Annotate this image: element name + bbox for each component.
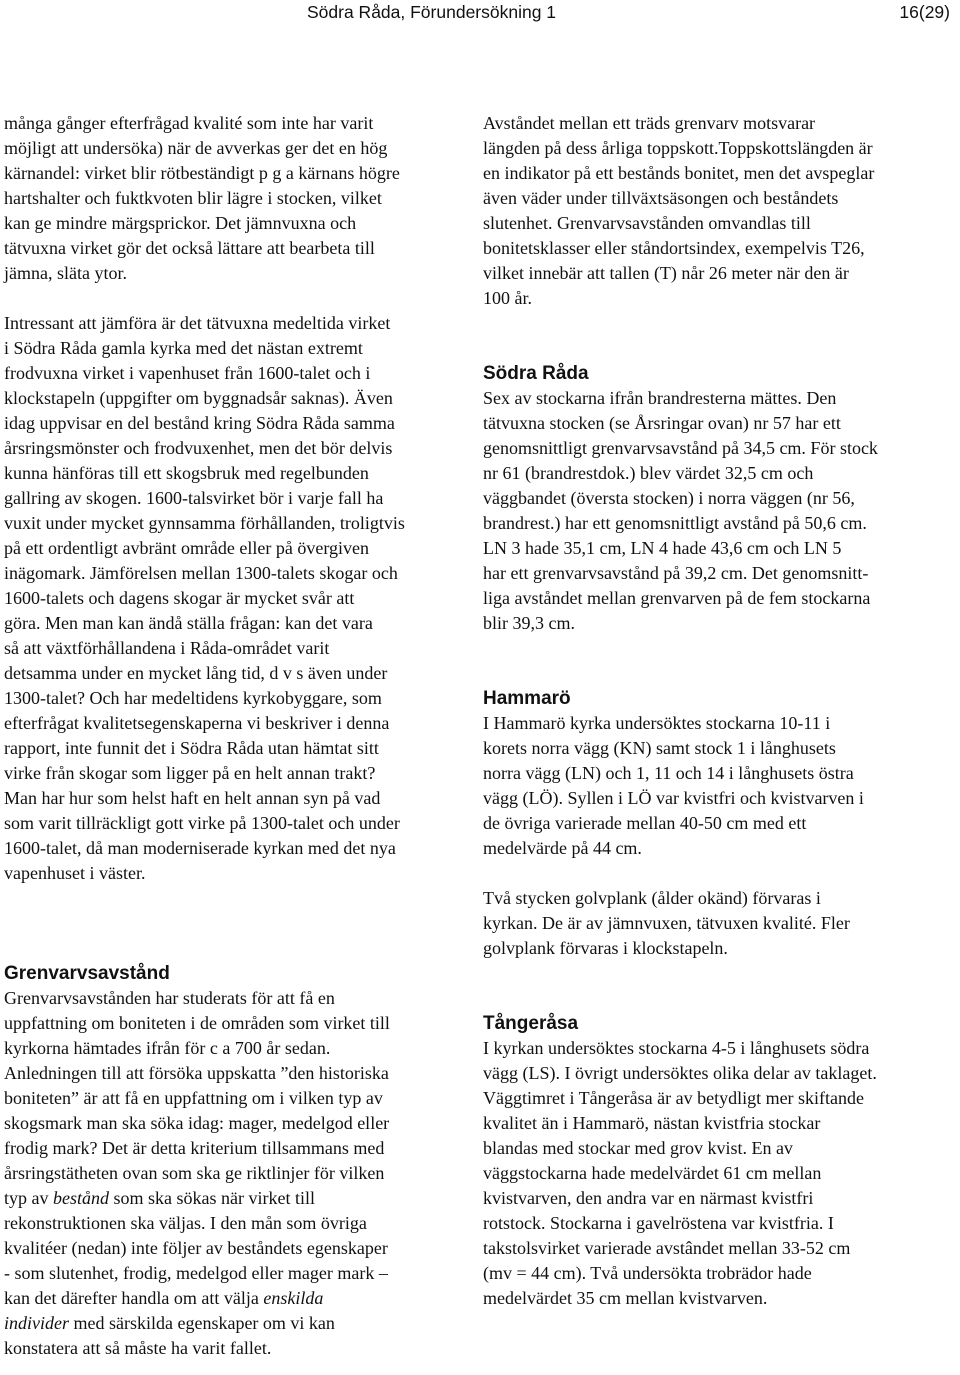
text-line: liga avståndet mellan grenvarven på de fem stockarna xyxy=(483,588,871,608)
page-number: 16(29) xyxy=(899,2,950,22)
document-title: Södra Råda, Förundersökning 1 xyxy=(307,2,557,22)
text-line: brandrest.) har ett genomsnittligt avstånd på 50,6 cm. xyxy=(483,513,867,533)
text-line: kan det därefter handla om att välja enskilda xyxy=(4,1288,324,1308)
text-line: 1300-talet? Och har medeltidens kyrkobyggare, som xyxy=(4,688,382,708)
text-line: väggstockarna hade medelvärdet 61 cm mellan xyxy=(483,1163,822,1183)
text-line: kyrkan. De är av jämnvuxen, tätvuxen kvalité. Fler xyxy=(483,913,850,933)
text-line: i Södra Råda gamla kyrka med det nästan extremt xyxy=(4,338,363,358)
text-line: 1600-talets och dagens skogar är mycket svår att xyxy=(4,588,355,608)
text-line: vapenhuset i väster. xyxy=(4,863,146,883)
text-line: jämna, släta ytor. xyxy=(4,263,127,283)
text-line: efterfrågat kvalitetsegenskaperna vi beskriver i denna xyxy=(4,713,390,733)
text-line: längden på dess årliga toppskott.Toppskottslängden är xyxy=(483,138,873,158)
paragraph-tangerasa xyxy=(483,1036,943,1311)
paragraph-wood-quality xyxy=(4,111,466,286)
text-line: gallring av skogen. 1600-talsvirket bör i varje fall ha xyxy=(4,488,384,508)
text-line: frodig mark? Det är detta kriterium tillsammans med xyxy=(4,1138,385,1158)
text-line: rotstock. Stockarna i gavelröstena var kvistfria. I xyxy=(483,1213,834,1233)
text-line: skogsmark man ska söka idag: mager, medelgod eller xyxy=(4,1113,390,1133)
text-line: korets norra vägg (KN) samt stock 1 i långhusets xyxy=(483,738,836,758)
text-line: vägg (LÖ). Syllen i LÖ var kvistfri och kvistvarven i xyxy=(483,788,864,808)
text-line: virke från skogar som ligger på en helt annan trakt? xyxy=(4,763,376,783)
page-header xyxy=(0,0,960,28)
text-line: årsringstätheten ovan som ska ge riktlinjer för vilken xyxy=(4,1163,385,1183)
text-line: vuxit under mycket gynnsamma förhållanden, troligtvis xyxy=(4,513,405,533)
text-line: idag uppvisar en del bestånd kring Södra Råda samma xyxy=(4,413,395,433)
text-line: I kyrkan undersöktes stockarna 4-5 i långhusets södra xyxy=(483,1038,870,1058)
text-line: kvistvarven, den andra var en närmast kvistfri xyxy=(483,1188,814,1208)
text-line: blandas med stockar med grov kvist. En av xyxy=(483,1138,793,1158)
text-line: tätvuxna stocken (se Årsringar ovan) nr 57 har ett xyxy=(483,413,841,433)
text-line: Väggtimret i Tångeråsa är av betydligt mer skiftande xyxy=(483,1088,865,1108)
text-line: göra. Men man kan ändå ställa frågan: kan det vara xyxy=(4,613,373,633)
text-line: de övriga varierade mellan 40-50 cm med ett xyxy=(483,813,807,833)
text-line: kvalitet än i Hammarö, nästan kvistfria stockar xyxy=(483,1113,821,1133)
text-line: Grenvarvsavstånden har studerats för att få en xyxy=(4,988,335,1008)
text-line: många gånger efterfrågad kvalité som inte har varit xyxy=(4,113,374,133)
text-line: Anledningen till att försöka uppskatta ”den historiska xyxy=(4,1063,389,1083)
text-line: golvplank förvaras i klockstapeln. xyxy=(483,938,728,958)
text-line: kvalitéer (nedan) inte följer av beståndets egenskaper xyxy=(4,1238,388,1258)
text-line: LN 3 hade 35,1 cm, LN 4 hade 43,6 cm och LN 5 xyxy=(483,538,842,558)
paragraph-grenvarv xyxy=(4,986,466,1361)
text-line: Avståndet mellan ett träds grenvarv motsvarar xyxy=(483,113,816,133)
text-line: rekonstruktionen ska väljas. I den mån som övriga xyxy=(4,1213,367,1233)
text-line: kärnandel: virket blir rötbeständigt p g a kärnans högre xyxy=(4,163,400,183)
text-line: (mv = 44 cm). Två undersökta trobrädor hade xyxy=(483,1263,812,1283)
text-line: Två stycken golvplank (ålder okänd) förvaras i xyxy=(483,888,821,908)
right-column xyxy=(483,111,943,1311)
text-line: även väder under tillväxtsäsongen och beståndets xyxy=(483,188,839,208)
text-line: norra vägg (LN) och 1, 11 och 14 i långhusets östra xyxy=(483,763,854,783)
text-line: 100 år. xyxy=(483,288,532,308)
text-line: medelvärde på 44 cm. xyxy=(483,838,642,858)
text-line: årsringsmönster och frodvuxenhet, men det bör delvis xyxy=(4,438,393,458)
text-line: konstatera att så måste ha varit fallet. xyxy=(4,1338,272,1358)
text-line: individer med särskilda egenskaper om vi kan xyxy=(4,1313,335,1333)
text-line: uppfattning om boniteten i de områden som virket till xyxy=(4,1013,390,1033)
paragraph-sodra-rada xyxy=(483,386,943,636)
text-line: 1600-talet, då man moderniserade kyrkan med det nya xyxy=(4,838,396,858)
text-line: bonitetsklasser eller ståndortsindex, exempelvis T26, xyxy=(483,238,865,258)
text-line: kan ge mindre märgsprickor. Det jämnvuxna och xyxy=(4,213,357,233)
text-line: Intressant att jämföra är det tätvuxna medeltida virket xyxy=(4,313,391,333)
heading-hammaro: Hammarö xyxy=(483,688,571,709)
left-column xyxy=(4,111,466,1361)
text-line: vägg (LS). I övrigt undersöktes olika delar av taklaget. xyxy=(483,1063,877,1083)
paragraph-branch-whorl xyxy=(483,111,943,311)
text-line: kunna hänföras till ett skogsbruk med regelbunden xyxy=(4,463,369,483)
text-line: Sex av stockarna ifrån brandresterna mättes. Den xyxy=(483,388,837,408)
text-line: genomsnittligt grenvarvsavstånd på 34,5 cm. För stock xyxy=(483,438,878,458)
text-line: en indikator på ett bestånds bonitet, men det avspeglar xyxy=(483,163,875,183)
paragraph-hammaro xyxy=(483,711,943,861)
text-line: kyrkorna hämtades ifrån för c a 700 år sedan. xyxy=(4,1038,331,1058)
text-line: detsamma under en mycket lång tid, d v s även under xyxy=(4,663,388,683)
paragraph-comparison xyxy=(4,311,466,886)
text-line: boniteten” är att få en uppfattning om i vilken typ av xyxy=(4,1088,383,1108)
text-line: nr 61 (brandrestdok.) blev värdet 32,5 cm och xyxy=(483,463,814,483)
text-line: som varit tillräckligt gott virke på 1300-talet och under xyxy=(4,813,400,833)
text-line: väggbandet (översta stocken) i norra väggen (nr 56, xyxy=(483,488,855,508)
text-line: rapport, inte funnit det i Södra Råda utan hämtat sitt xyxy=(4,738,379,758)
text-line: hartshalter och fuktkvoten blir lägre i stocken, vilket xyxy=(4,188,382,208)
heading-tangerasa: Tångeråsa xyxy=(483,1013,579,1034)
text-line: klockstapeln (uppgifter om byggnadsår saknas). Även xyxy=(4,388,393,408)
text-line: Man har hur som helst haft en helt annan syn på vad xyxy=(4,788,381,808)
text-line: frodvuxna virket i vapenhuset från 1600-talet och i xyxy=(4,363,371,383)
text-line: medelvärdet 35 cm mellan kvistvarven. xyxy=(483,1288,768,1308)
text-line: inägomark. Jämförelsen mellan 1300-talets skogar och xyxy=(4,563,398,583)
paragraph-floor-planks xyxy=(483,886,943,961)
text-line: möjligt att undersöka) när de avverkas ger det en hög xyxy=(4,138,388,158)
text-line: vilket innebär att tallen (T) når 26 meter när den är xyxy=(483,263,849,283)
text-line: I Hammarö kyrka undersöktes stockarna 10-11 i xyxy=(483,713,831,733)
heading-sodra-rada: Södra Råda xyxy=(483,363,589,384)
text-line: typ av bestånd som ska sökas när virket till xyxy=(4,1188,315,1208)
text-line: på ett ordentligt avbränt område eller på övergiven xyxy=(4,538,370,558)
text-line: tätvuxna virket gör det också lättare att bearbeta till xyxy=(4,238,375,258)
text-line: så att växtförhållandena i Råda-området varit xyxy=(4,638,330,658)
text-line: slutenhet. Grenvarvsavstånden omvandlas till xyxy=(483,213,811,233)
heading-grenvarvsavstand: Grenvarvsavstånd xyxy=(4,963,170,984)
text-line: takstolsvirket varierade avstândet mellan 33-52 cm xyxy=(483,1238,851,1258)
text-line: blir 39,3 cm. xyxy=(483,613,575,633)
text-line: har ett grenvarvsavstånd på 39,2 cm. Det genomsnitt- xyxy=(483,563,869,583)
text-line: - som slutenhet, frodig, medelgod eller mager mark – xyxy=(4,1263,388,1283)
